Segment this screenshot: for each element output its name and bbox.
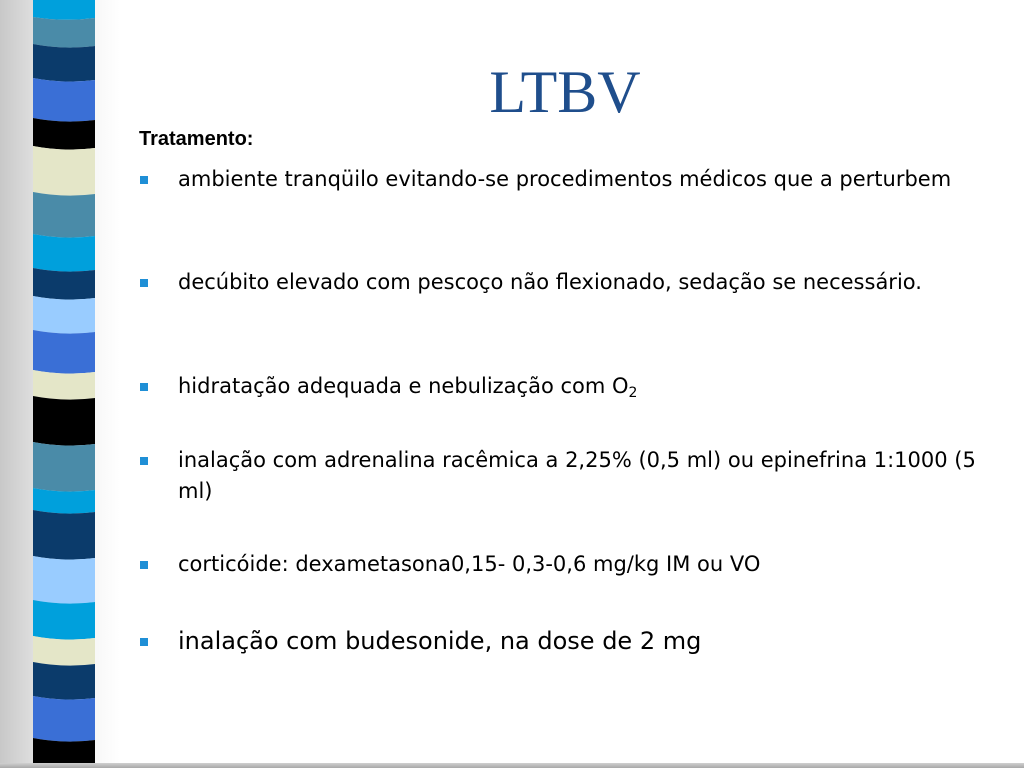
slide-title: LTBV — [489, 59, 641, 125]
bullet-text: inalação com adrenalina racêmica a 2,25% (0,5 ml) ou epinefrina 1:1000 (5 ml) — [178, 448, 976, 503]
bullet-item — [139, 164, 951, 195]
section-heading: Tratamento: — [139, 128, 254, 150]
square-bullet-icon — [140, 279, 148, 287]
bullet-text: corticóide: dexametasona0,15- 0,3-0,6 mg/kg IM ou VO — [178, 552, 761, 576]
subscript-text: 2 — [628, 385, 638, 401]
bullet-text: decúbito elevado com pescoço não flexionado, sedação se necessário. — [178, 270, 922, 294]
decorative-stripe-column — [33, 0, 99, 768]
bullet-text: ambiente tranqüilo evitando-se procedimentos médicos que a perturbem — [178, 167, 952, 191]
bullet-item — [139, 267, 922, 298]
square-bullet-icon — [140, 383, 148, 391]
square-bullet-icon — [140, 457, 148, 465]
square-bullet-icon — [140, 176, 148, 184]
bullet-item — [139, 445, 989, 507]
bullet-item — [139, 549, 760, 580]
bullet-text: hidratação adequada e nebulização com O — [178, 374, 629, 398]
bullet-item — [139, 371, 637, 402]
stripe-pattern — [33, 0, 99, 768]
bottom-border — [0, 763, 1024, 768]
square-bullet-icon — [140, 561, 148, 569]
bullet-text: inalação com budesonide, na dose de 2 mg — [178, 627, 702, 655]
square-bullet-icon — [140, 638, 148, 646]
bullet-item — [139, 624, 701, 658]
